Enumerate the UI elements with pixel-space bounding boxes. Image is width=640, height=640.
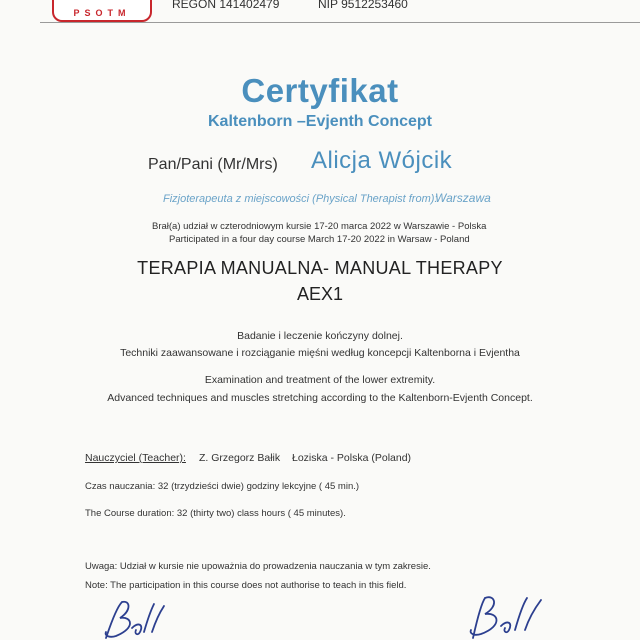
nip-number: NIP 9512253460: [318, 0, 408, 11]
city: Warszawa: [435, 191, 491, 205]
course-code: AEX1: [296, 284, 344, 304]
teacher-name: Z. Grzegorz Bałik: [199, 452, 281, 464]
header-divider: [40, 22, 640, 23]
note-en: Note: The participation in this course does not authorise to teach in this field.: [85, 580, 407, 591]
description-en-1: Examination and treatment of the lower extremity.: [204, 374, 436, 386]
certificate-title: Certyfikat: [241, 72, 399, 109]
regon-number: REGON 141402479: [172, 0, 280, 11]
course-line-en: Participated in a four day course March 17-20 2022 in Warsaw - Poland: [169, 234, 470, 245]
teacher-label: Nauczyciel (Teacher):: [85, 452, 186, 464]
hours-en: The Course duration: 32 (thirty two) class hours ( 45 minutes).: [85, 508, 346, 519]
course-line-pl: Brał(a) udział w czterodniowym kursie 17-20 marca 2022 w Warszawie - Polska: [152, 221, 487, 232]
teacher-place: Łoziska - Polska (Poland): [292, 452, 412, 464]
description-pl-2: Techniki zaawansowane i rozciąganie mięśni według koncepcji Kaltenborna i Evjentha: [120, 347, 520, 359]
salutation: Pan/Pani (Mr/Mrs): [148, 156, 278, 173]
certificate-subtitle: Kaltenborn –Evjenth Concept: [207, 113, 433, 130]
profession-label: Fizjoterapeuta z miejscowości (Physical Therapist from):: [163, 193, 438, 205]
hours-pl: Czas nauczania: 32 (trzydzieści dwie) godziny lekcyjne ( 45 min.): [85, 481, 360, 492]
description-pl-1: Badanie i leczenie kończyny dolnej.: [237, 330, 403, 342]
therapy-title: TERAPIA MANUALNA- MANUAL THERAPY: [137, 258, 503, 278]
psotm-logo: [52, 0, 152, 22]
signature-right: [455, 592, 550, 640]
person-name: Alicja Wójcik: [311, 147, 453, 174]
signature-left: [92, 598, 172, 640]
logo-text: PSOTM: [73, 8, 131, 18]
description-en-2: Advanced techniques and muscles stretching according to the Kaltenborn-Evjenth Concept.: [107, 392, 533, 404]
note-pl: Uwaga: Udział w kursie nie upoważnia do prowadzenia nauczania w tym zakresie.: [85, 561, 431, 572]
